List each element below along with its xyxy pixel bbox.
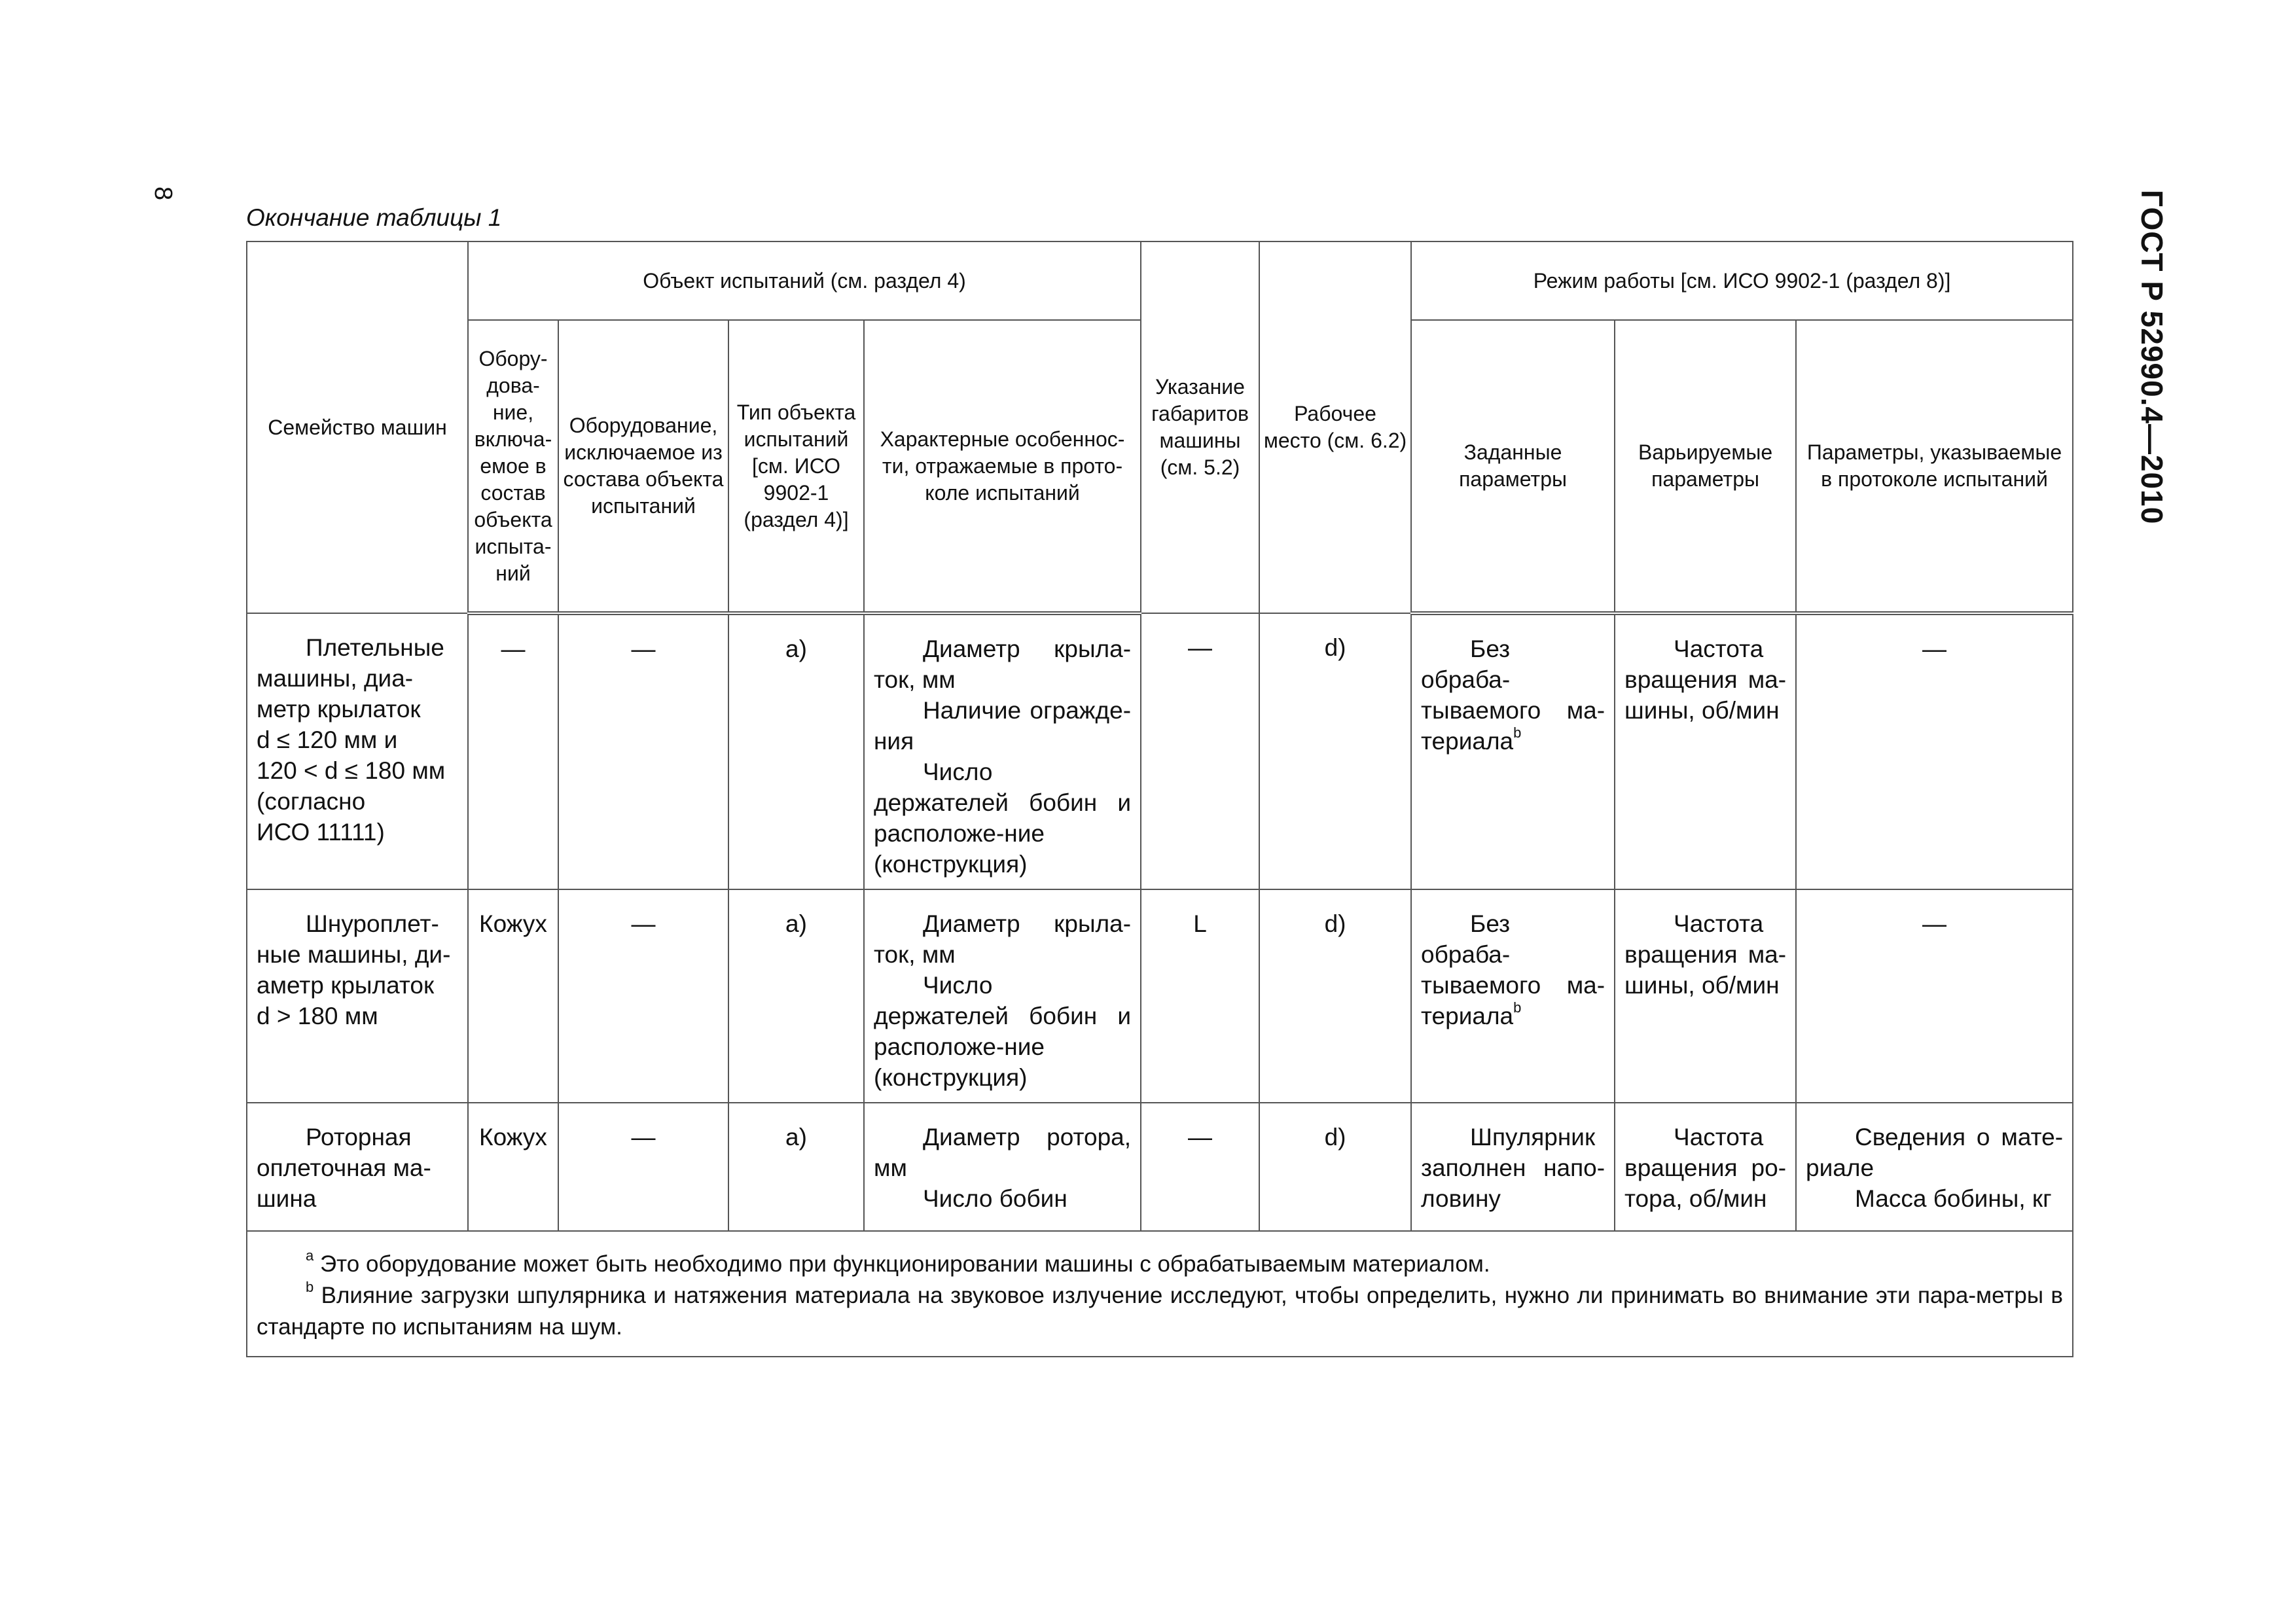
dimensions-cell: — [1141, 613, 1259, 889]
header-set-params: Заданные параметры [1411, 320, 1615, 613]
header-features: Характерные особеннос-ти, отражаемые в прото-коле испытаний [864, 320, 1141, 613]
table-row [247, 1103, 2073, 1231]
page-number: 8 [149, 187, 177, 201]
machine-family-table [246, 241, 2073, 1357]
features-cell: Диаметр крыла-ток, мм Наличие огражде-ния Число держателей бобин и расположе-ние (конструкция) [864, 613, 1141, 889]
report-params-cell: Сведения о мате-риале Масса бобины, кг [1796, 1103, 2073, 1231]
header-family: Семейство машин [247, 241, 468, 613]
header-included-equipment: Обору-дова-ние, включа-емое в состав объекта испыта-ний [468, 320, 558, 613]
object-type-cell: a) [728, 613, 864, 889]
header-object-type: Тип объекта испытаний [см. ИСО 9902-1 (раздел 4)] [728, 320, 864, 613]
table-row [247, 889, 2073, 1103]
document-code: ГОСТ Р 52990.4—2010 [2135, 190, 2169, 525]
set-params-cell: Без обраба-тываемого ма-териала$^b$ [1411, 613, 1615, 889]
header-object-group: Объект испытаний (см. раздел 4) [468, 241, 1141, 320]
object-type-cell: a) [728, 889, 864, 1103]
dimensions-cell: L [1141, 889, 1259, 1103]
excluded-equipment-cell: — [558, 1103, 728, 1231]
object-type-cell: a) [728, 1103, 864, 1231]
family-cell: Шнуроплет- ные машины, ди- аметр крылаток d > 180 мм [247, 889, 468, 1103]
header-dimensions: Указание габаритов машины (см. 5.2) [1141, 241, 1259, 613]
report-params-cell: — [1796, 889, 2073, 1103]
included-equipment-cell: Кожух [468, 1103, 558, 1231]
dimensions-cell: — [1141, 1103, 1259, 1231]
features-cell: Диаметр ротора, мм Число бобин [864, 1103, 1141, 1231]
footnote-a: $^a$ Это оборудование может быть необходимо при функционировании машины с обрабатываемым материалом. [306, 1247, 1490, 1277]
set-params-cell: Шпулярник заполнен напо-ловину [1411, 1103, 1615, 1231]
included-equipment-cell: — [468, 613, 558, 889]
table-caption: Окончание таблицы 1 [246, 204, 502, 231]
included-equipment-cell: Кожух [468, 889, 558, 1103]
header-workplace: Рабочее место (см. 6.2) [1259, 241, 1411, 613]
report-params-cell: — [1796, 613, 2073, 889]
workplace-cell: d) [1259, 613, 1411, 889]
family-cell: Роторная оплеточная ма- шина [247, 1103, 468, 1231]
workplace-cell: d) [1259, 889, 1411, 1103]
header-varied-params: Варьируемые параметры [1615, 320, 1796, 613]
excluded-equipment-cell: — [558, 613, 728, 889]
table-row [247, 613, 2073, 889]
varied-params-cell: Частота вращения ма-шины, об/мин [1615, 889, 1796, 1103]
footnote-marker: b [1513, 724, 1522, 741]
footnote-b: $^b$ Влияние загрузки шпулярника и натяжения материала на звуковое излучение исследуют, чтобы определить, нужно ли принимать во внимание эти пара-метры в стандарте по испытаниям на шум. [257, 1279, 2064, 1340]
varied-params-cell: Частота вращения ма-шины, об/мин [1615, 613, 1796, 889]
excluded-equipment-cell: — [558, 889, 728, 1103]
footnote-marker: b [1513, 999, 1522, 1016]
header-mode-group: Режим работы [см. ИСО 9902-1 (раздел 8)] [1411, 241, 2073, 320]
set-params-cell: Без обраба-тываемого ма-териала$^b$ [1411, 889, 1615, 1103]
family-cell: Плетельные машины, диа- метр крылаток d ≤ 120 мм и 120 < d ≤ 180 мм (согласно ИСО 11111) [247, 613, 468, 889]
workplace-cell: d) [1259, 1103, 1411, 1231]
varied-params-cell: Частота вращения ро-тора, об/мин [1615, 1103, 1796, 1231]
features-cell: Диаметр крыла-ток, мм Число держателей бобин и расположе-ние (конструкция) [864, 889, 1141, 1103]
header-excluded-equipment: Оборудование, исключаемое из состава объекта испытаний [558, 320, 728, 613]
table-notes [247, 1231, 2073, 1357]
header-report-params: Параметры, указываемые в протоколе испытаний [1796, 320, 2073, 613]
